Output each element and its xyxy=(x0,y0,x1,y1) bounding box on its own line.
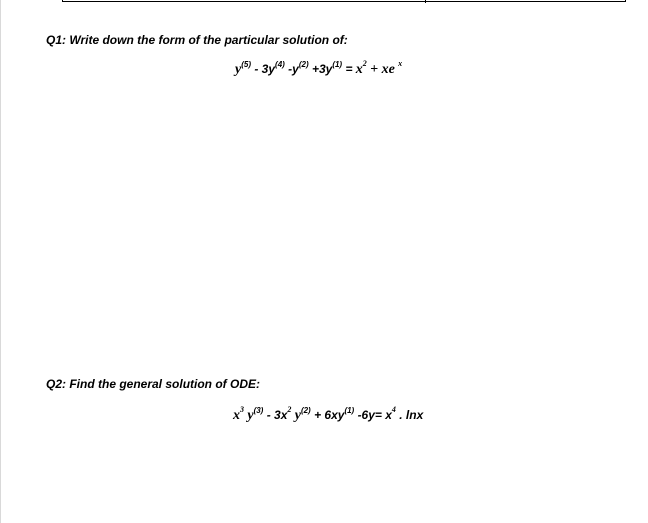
page-left-edge xyxy=(0,0,1,523)
question-2-label: Q2: Find the general solution of ODE: xyxy=(46,377,261,391)
question-1-label: Q1: Write down the form of the particular solution of: xyxy=(46,33,348,47)
eq1-term-y2: -y xyxy=(288,62,299,76)
eq1-x-squared: x xyxy=(355,62,363,77)
eq1-order-4: (4) xyxy=(275,60,285,69)
eq2-order-2: (2) xyxy=(300,406,311,415)
eq1-term-3y1: +3y xyxy=(311,62,333,76)
eq1-exponent-x: x xyxy=(398,59,403,68)
eq1-equals: = xyxy=(345,62,356,76)
eq2-power-2: 2 xyxy=(287,405,292,414)
eq1-xe: + xe xyxy=(370,62,395,77)
eq2-power-4: 4 xyxy=(391,405,396,414)
eq1-order-2: (2) xyxy=(298,60,309,69)
eq2-term-6y-x4: -6y= x xyxy=(357,408,392,422)
eq1-order-1: (1) xyxy=(332,60,343,69)
eq2-power-3: 3 xyxy=(240,405,244,414)
eq2-order-3: (3) xyxy=(253,406,264,415)
eq2-x3: x xyxy=(233,408,240,423)
eq2-order-1: (1) xyxy=(344,406,355,415)
eq2-y2: y xyxy=(294,408,301,423)
eq1-term-3y4: - 3y xyxy=(254,62,276,76)
eq1-order-5: (5) xyxy=(241,60,251,69)
eq2-term-3x2: - 3x xyxy=(266,408,288,422)
question-1-equation xyxy=(235,61,402,78)
eq2-y3: y xyxy=(247,408,254,423)
eq2-lnx: . lnx xyxy=(399,408,424,422)
eq1-y5: y xyxy=(235,62,242,77)
table-divider xyxy=(425,0,426,3)
eq2-term-6xy1: + 6xy xyxy=(314,408,345,422)
question-2-equation xyxy=(233,407,423,424)
table-border xyxy=(62,0,626,2)
eq1-power-2: 2 xyxy=(362,59,367,68)
